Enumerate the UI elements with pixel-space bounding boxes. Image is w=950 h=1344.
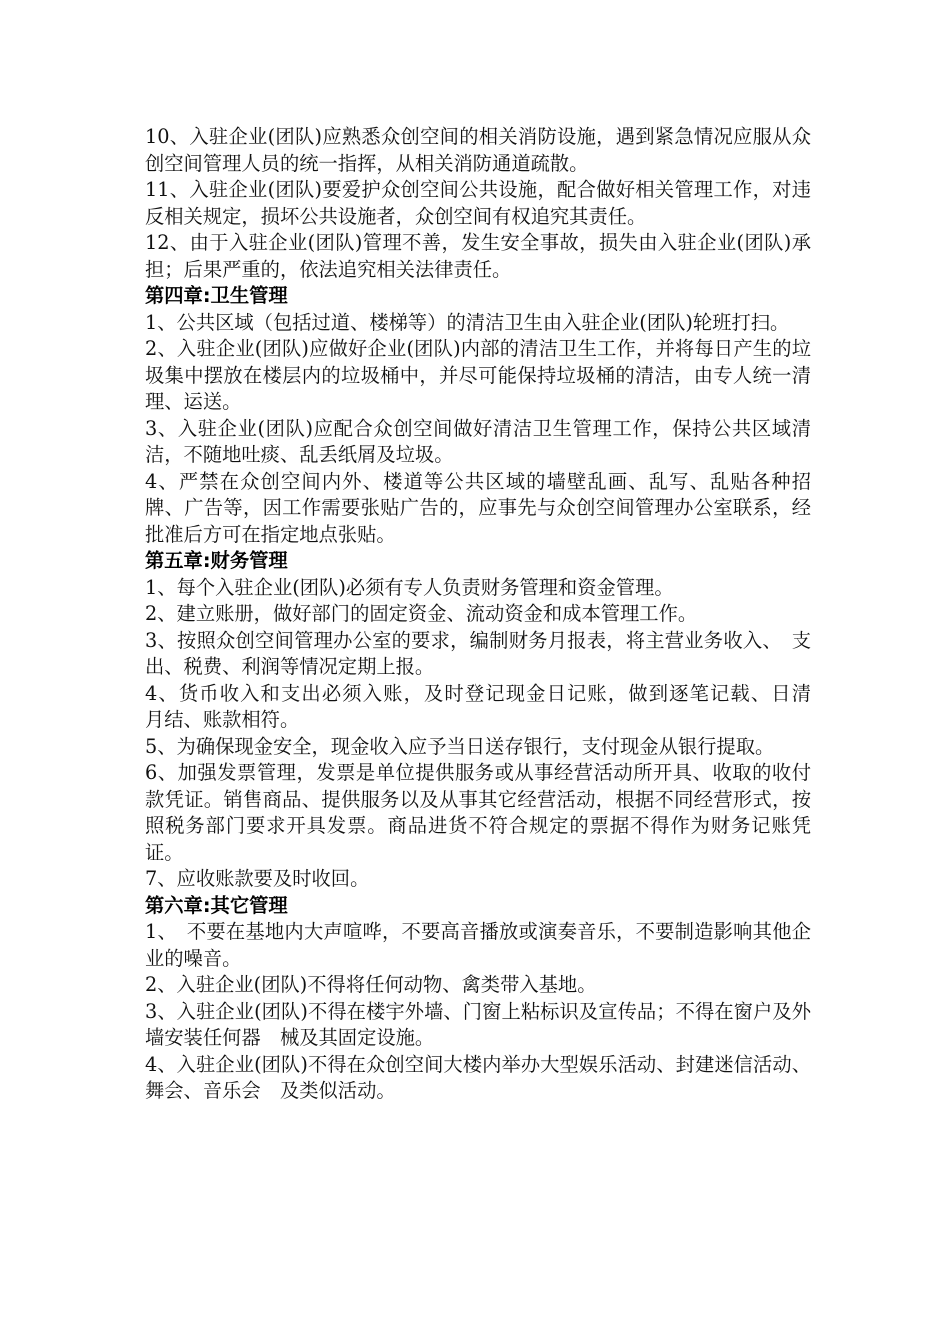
rule-3-10: 10、入驻企业(团队)应熟悉众创空间的相关消防设施，遇到紧急情况应服从众创空间管理人员的统一指挥，从相关消防通道疏散。 (145, 125, 811, 175)
rule-3-12: 12、由于入驻企业(团队)管理不善，发生安全事故，损失由入驻企业(团队)承担；后果严重的，依法追究相关法律责任。 (145, 231, 811, 281)
rule-6-3: 3、入驻企业(团队)不得在楼宇外墙、门窗上粘标识及宣传品；不得在窗户及外墙安装任何器 械及其固定设施。 (145, 999, 811, 1049)
chapter-5-heading: 第五章:财务管理 (145, 549, 288, 572)
rule-6-2: 2、入驻企业(团队)不得将任何动物、禽类带入基地。 (145, 973, 597, 996)
rule-4-1: 1、公共区域（包括过道、楼梯等）的清洁卫生由入驻企业(团队)轮班打扫。 (145, 310, 790, 334)
rule-5-5: 5、为确保现金安全，现金收入应予当日送存银行，支付现金从银行提取。 (145, 734, 775, 758)
rule-5-7: 7、应收账款要及时收回。 (145, 867, 370, 890)
rule-4-4: 4、严禁在众创空间内外、楼道等公共区域的墙壁乱画、乱写、乱贴各种招牌、广告等，因工作需要张贴广告的，应事先与众创空间管理办公室联系，经批准后方可在指定地点张贴。 (145, 469, 811, 546)
rule-5-1: 1、每个入驻企业(团队)必须有专人负责财务管理和资金管理。 (145, 575, 674, 599)
rule-5-4: 4、货币收入和支出必须入账，及时登记现金日记账，做到逐笔记载、日清 月结、账款相符。 (145, 681, 831, 731)
document-page (145, 124, 831, 1105)
rule-4-3: 3、入驻企业(团队)应配合众创空间做好清洁卫生管理工作，保持公共区域清洁，不随地吐痰、乱丢纸屑及垃圾。 (145, 416, 811, 466)
rule-5-2: 2、建立账册，做好部门的固定资金、流动资金和成本管理工作。 (145, 602, 698, 625)
rule-6-1: 1、 不要在基地内大声喧哗，不要高音播放或演奏音乐，不要制造影响其他企业的噪音。 (145, 920, 811, 970)
rule-6-4: 4、入驻企业(团队)不得在众创空间大楼内举办大型娱乐活动、封建迷信活动、舞会、音乐会 及类似活动。 (145, 1052, 811, 1102)
chapter-6-heading: 第六章:其它管理 (145, 893, 288, 917)
rule-5-6: 6、加强发票管理，发票是单位提供服务或从事经营活动所开具、收取的收付款凭证。销售商品、提供服务以及从事其它经营活动，根据不同经营形式，按照税务部门要求开具发票。商品进货不符合规定的票据不得作为财务记账凭证。 (145, 761, 811, 864)
rule-4-2: 2、入驻企业(团队)应做好企业(团队)内部的清洁卫生工作，并将每日产生的垃圾集中摆放在楼层内的垃圾桶中，并尽可能保持垃圾桶的清洁，由专人统一清理、运送。 (145, 337, 811, 413)
rule-5-3: 3、按照众创空间管理办公室的要求，编制财务月报表，将主营业务收入、 支出、税费、利润等情况定期上报。 (145, 628, 811, 678)
chapter-4-heading: 第四章:卫生管理 (145, 284, 288, 307)
rule-3-11: 11、入驻企业(团队)要爱护众创空间公共设施，配合做好相关管理工作，对违反相关规定，损坏公共设施者，众创空间有权追究其责任。 (145, 178, 811, 228)
